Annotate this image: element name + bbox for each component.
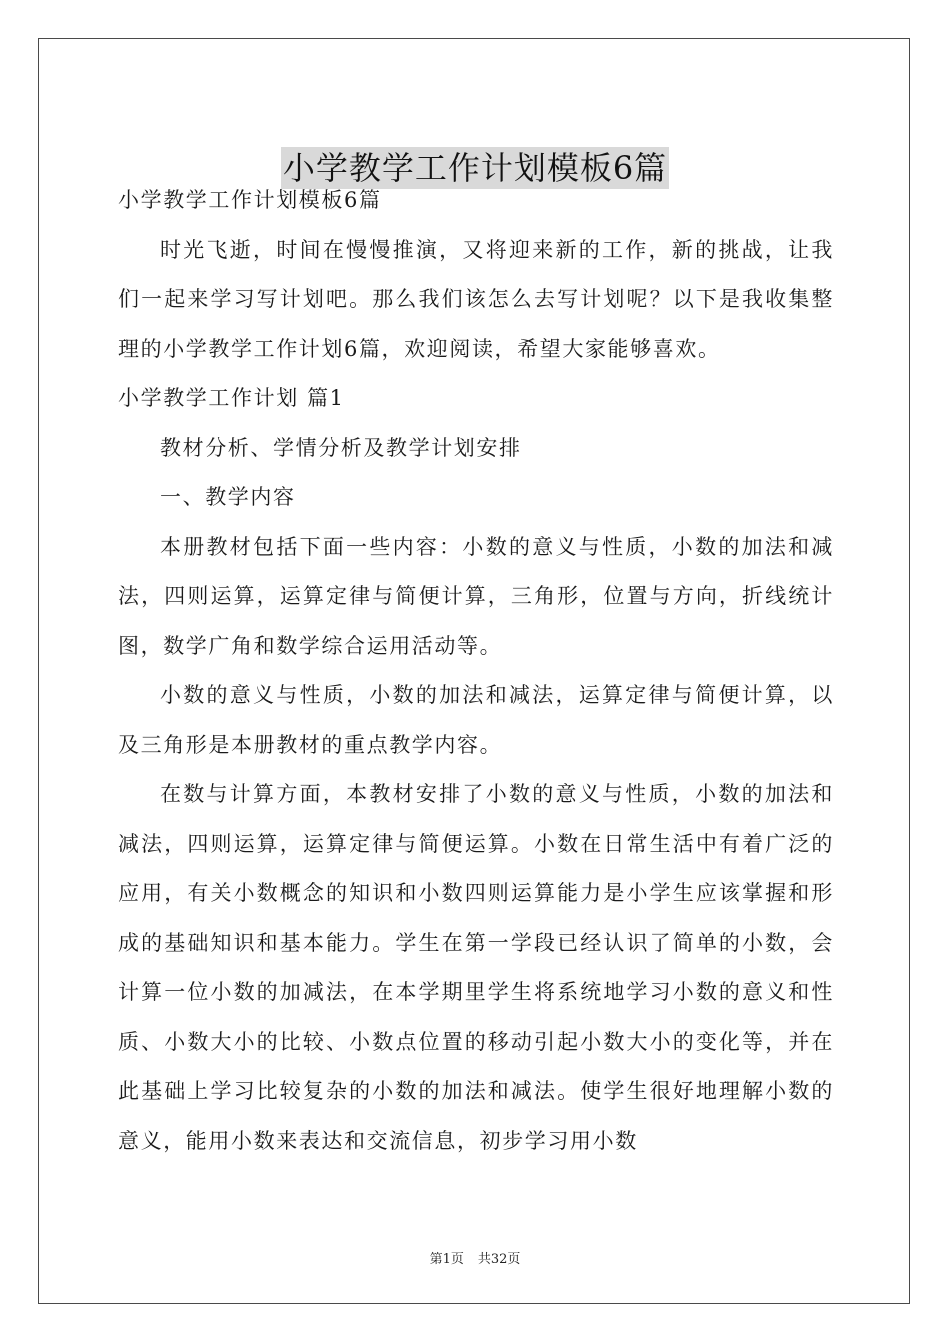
paragraph: 教材分析、学情分析及教学计划安排 xyxy=(160,435,522,460)
page-number: 第1页 xyxy=(429,1252,464,1267)
paragraph: 一、教学内容 xyxy=(160,485,296,509)
total-pages: 共32页 xyxy=(477,1252,521,1267)
document-subtitle: 小学教学工作计划模板6篇 xyxy=(118,188,382,212)
document-title: 小学教学工作计划模板6篇 xyxy=(282,149,668,188)
paragraph: 时光飞逝，时间在慢慢推演，又将迎来新的工作，新的挑战，让我们一起来学习写计划吧。那么我们该怎么去写计划呢？以下是我收集整理的小学教学工作计划6篇，欢迎阅读，希望大家能够喜欢。 xyxy=(118,237,834,361)
paragraph: 小数的意义与性质，小数的加法和减法，运算定律与简便计算，以及三角形是本册教材的重点教学内容。 xyxy=(118,683,834,757)
paragraph: 在数与计算方面，本教材安排了小数的意义与性质，小数的加法和减法，四则运算，运算定律与简便运算。小数在日常生活中有着广泛的应用，有关小数概念的知识和小数四则运算能力是小学生应该掌握和形成的基础知识和基本能力。学生在第一学段已经认识了简单的小数，会计算一位小数的加减法，在本学期里学生将系统地学习小数的意义和性质、小数大小的比较、小数点位置的移动引起小数大小的变化等，并在此基础上学习比较复杂的小数的加法和减法。使学生很好地理解小数的意义，能用小数来表达和交流信息，初步学习用小数 xyxy=(118,782,834,1153)
section-heading: 小学教学工作计划 篇1 xyxy=(118,386,345,410)
paragraph: 本册教材包括下面一些内容：小数的意义与性质，小数的加法和减法，四则运算，运算定律与简便计算，三角形，位置与方向，折线统计图，数学广角和数学综合运用活动等。 xyxy=(118,534,834,658)
page-footer xyxy=(0,1248,950,1267)
document-body xyxy=(118,176,834,1166)
